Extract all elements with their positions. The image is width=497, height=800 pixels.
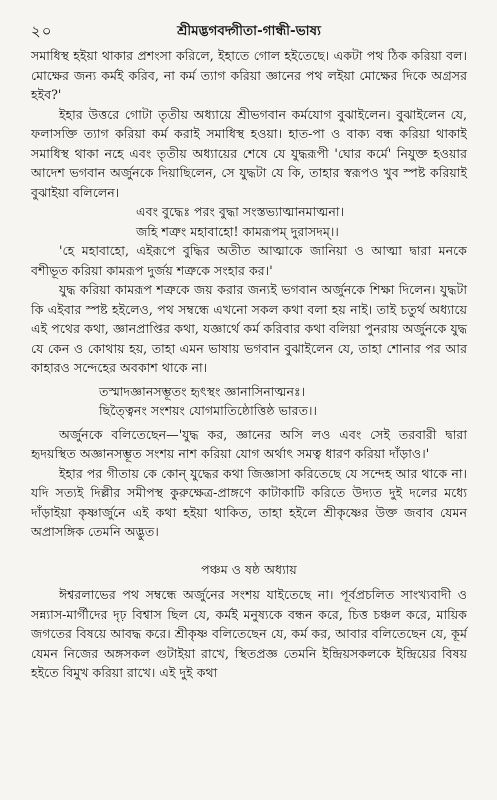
paragraph: ঈশ্বরলাভের পথ সম্বন্ধে অর্জুনের সংশয় যাইতেছে না। পূর্বপ্রচলিত সাংখ্যবাদী ও সন্ন্যাস-মার্গীদের দৃঢ় বিশ্বাস ছিল যে, কর্মই মনুষ্যকে বন্ধন করে, চিত্ত চঞ্চল করে, মায়িক জগতের বিষয়ে আবদ্ধ করে। শ্রীকৃষ্ণ বলিতেছেন যে, কর্ম কর, আবার বলিতেছেন যে, কূর্ম যেমন নিজের অঙ্গসকল গুটাইয়া রাখে, স্থিতপ্রজ্ঞ তেমনি ইন্দ্রিয়সকলকে ইন্দ্রিয়ের বিষয় হইতে বিমুখ করিয়া রাখে। এই দুই কথা <box>31 587 467 680</box>
verse-line: এবং বুদ্ধেঃ পরং বুদ্ধা সংস্তভ্যাত্মানমাত্মনা। <box>136 204 345 219</box>
page-header <box>31 14 467 42</box>
paragraph: ইহার পর গীতায় কে কোন্ যুদ্ধের কথা জিজ্ঞাসা করিতেছে যে সন্দেহ আর থাকে না। যদি সত্যই দিল্লীর সমীপস্থ কুরুক্ষেত্র-প্রাঙ্গণে কাটাকাটি করিতে উদ্যত দুই দলের মধ্যে দাঁড়াইয়া কৃষ্ণার্জুনে এই কথা হইয়া থাকিত, তাহা হইলে শ্রীকৃষ্ণের উক্ত জবাব যেমন অপ্রাসঙ্গিক তেমনি অদ্ভুত। <box>31 465 467 539</box>
verse-line: ছিত্ত্বৈনং সংশয়ং যোগমাতিষ্ঠোত্তিষ্ঠ ভারত।। <box>99 403 318 418</box>
paragraph: যুদ্ধ করিয়া কামরূপ শত্রুকে জয় করার জন্যই ভগবান অর্জুনকে শিক্ষা দিলেন। যুদ্ধটা কি এইবার স্পষ্ট হইলেও, পথ সম্বন্ধে এখনো সকল কথা বলা হয় নাই। তাই চতুর্থ অধ্যায়ে এই পথের কথা, জ্ঞানপ্রাপ্তির কথা, যজ্ঞার্থে কর্ম করিবার কথা বলিয়া পুনরায় অর্জুনকে যুদ্ধ যে কেন ও কোথায় হয়, তাহা এমন ভাষায় ভগবান বুঝাইলেন যে, তাহা শোনার পর আর কাহারও সন্দেহের অবকাশ থাকে না। <box>31 282 467 375</box>
sanskrit-verse <box>31 382 467 421</box>
page-body <box>31 46 467 683</box>
running-title: শ্রীমদ্ভগবদ্গীতা-গান্ধী-ভাষ্য <box>177 23 321 39</box>
paragraph: সমাধিস্থ হইয়া থাকার প্রশংসা করিলে, ইহাতে গোল হইতেছে। একটা পথ ঠিক করিয়া বল। মোক্ষের জন্য কর্মই করিব, না কর্ম ত্যাগ করিয়া জ্ঞানের পথ লইয়া মোক্ষের দিকে অগ্রসর হইব?' <box>31 48 467 102</box>
verse-line: জহি শত্রুং মহাবাহো! কামরূপম্ দুরাসদম্।। <box>136 223 339 239</box>
sanskrit-verse <box>31 202 467 241</box>
verse-line: তস্মাদজ্ঞানসম্ভূতং হৃৎস্থং জ্ঞানাসিনাত্মনঃ। <box>99 383 306 399</box>
paragraph: ইহার উত্তরে গোটা তৃতীয় অধ্যায়ে শ্রীভগবান কর্মযোগ বুঝাইলেন। বুঝাইলেন যে, ফলাসক্তি ত্যাগ করিয়া কর্ম করাই সমাধিস্থ হওয়া। হাত-পা ও বাক্য বন্ধ করিয়া থাকাই সমাধিস্থ থাকা নহে এবং তৃতীয় অধ্যায়ের শেষে যে যুদ্ধরূপী 'ঘোর কর্মে' নিযুক্ত হওয়ার আদেশ ভগবান অর্জুনকে দিয়াছিলেন, সে যুদ্ধটা যে কি, তাহার স্বরূপও খুব স্পষ্ট করিয়াই বুঝাইয়া বলিলেন। <box>31 106 467 200</box>
paragraph: অর্জুনকে বলিতেছেন—'যুদ্ধ কর, জ্ঞানের অসি লও এবং সেই তরবারী দ্বারা হৃদয়স্থিত অজ্ঞানসম্ভূত সংশয় নাশ করিয়া যোগ অর্থাৎ সমত্ব ধারণ করিয়া দাঁড়াও।' <box>31 426 467 461</box>
page-number: ২০ <box>31 22 53 40</box>
verse-translation: 'হে মহাবাহো, এইরূপে বুদ্ধির অতীত আত্মাকে জানিয়া ও আত্মা দ্বারা মনকে বশীভূত করিয়া কামরূপ দুর্জয় শত্রুকে সংহার কর।' <box>31 243 467 278</box>
section-heading: পঞ্চম ও ষষ্ঠ অধ্যায় <box>201 561 297 577</box>
